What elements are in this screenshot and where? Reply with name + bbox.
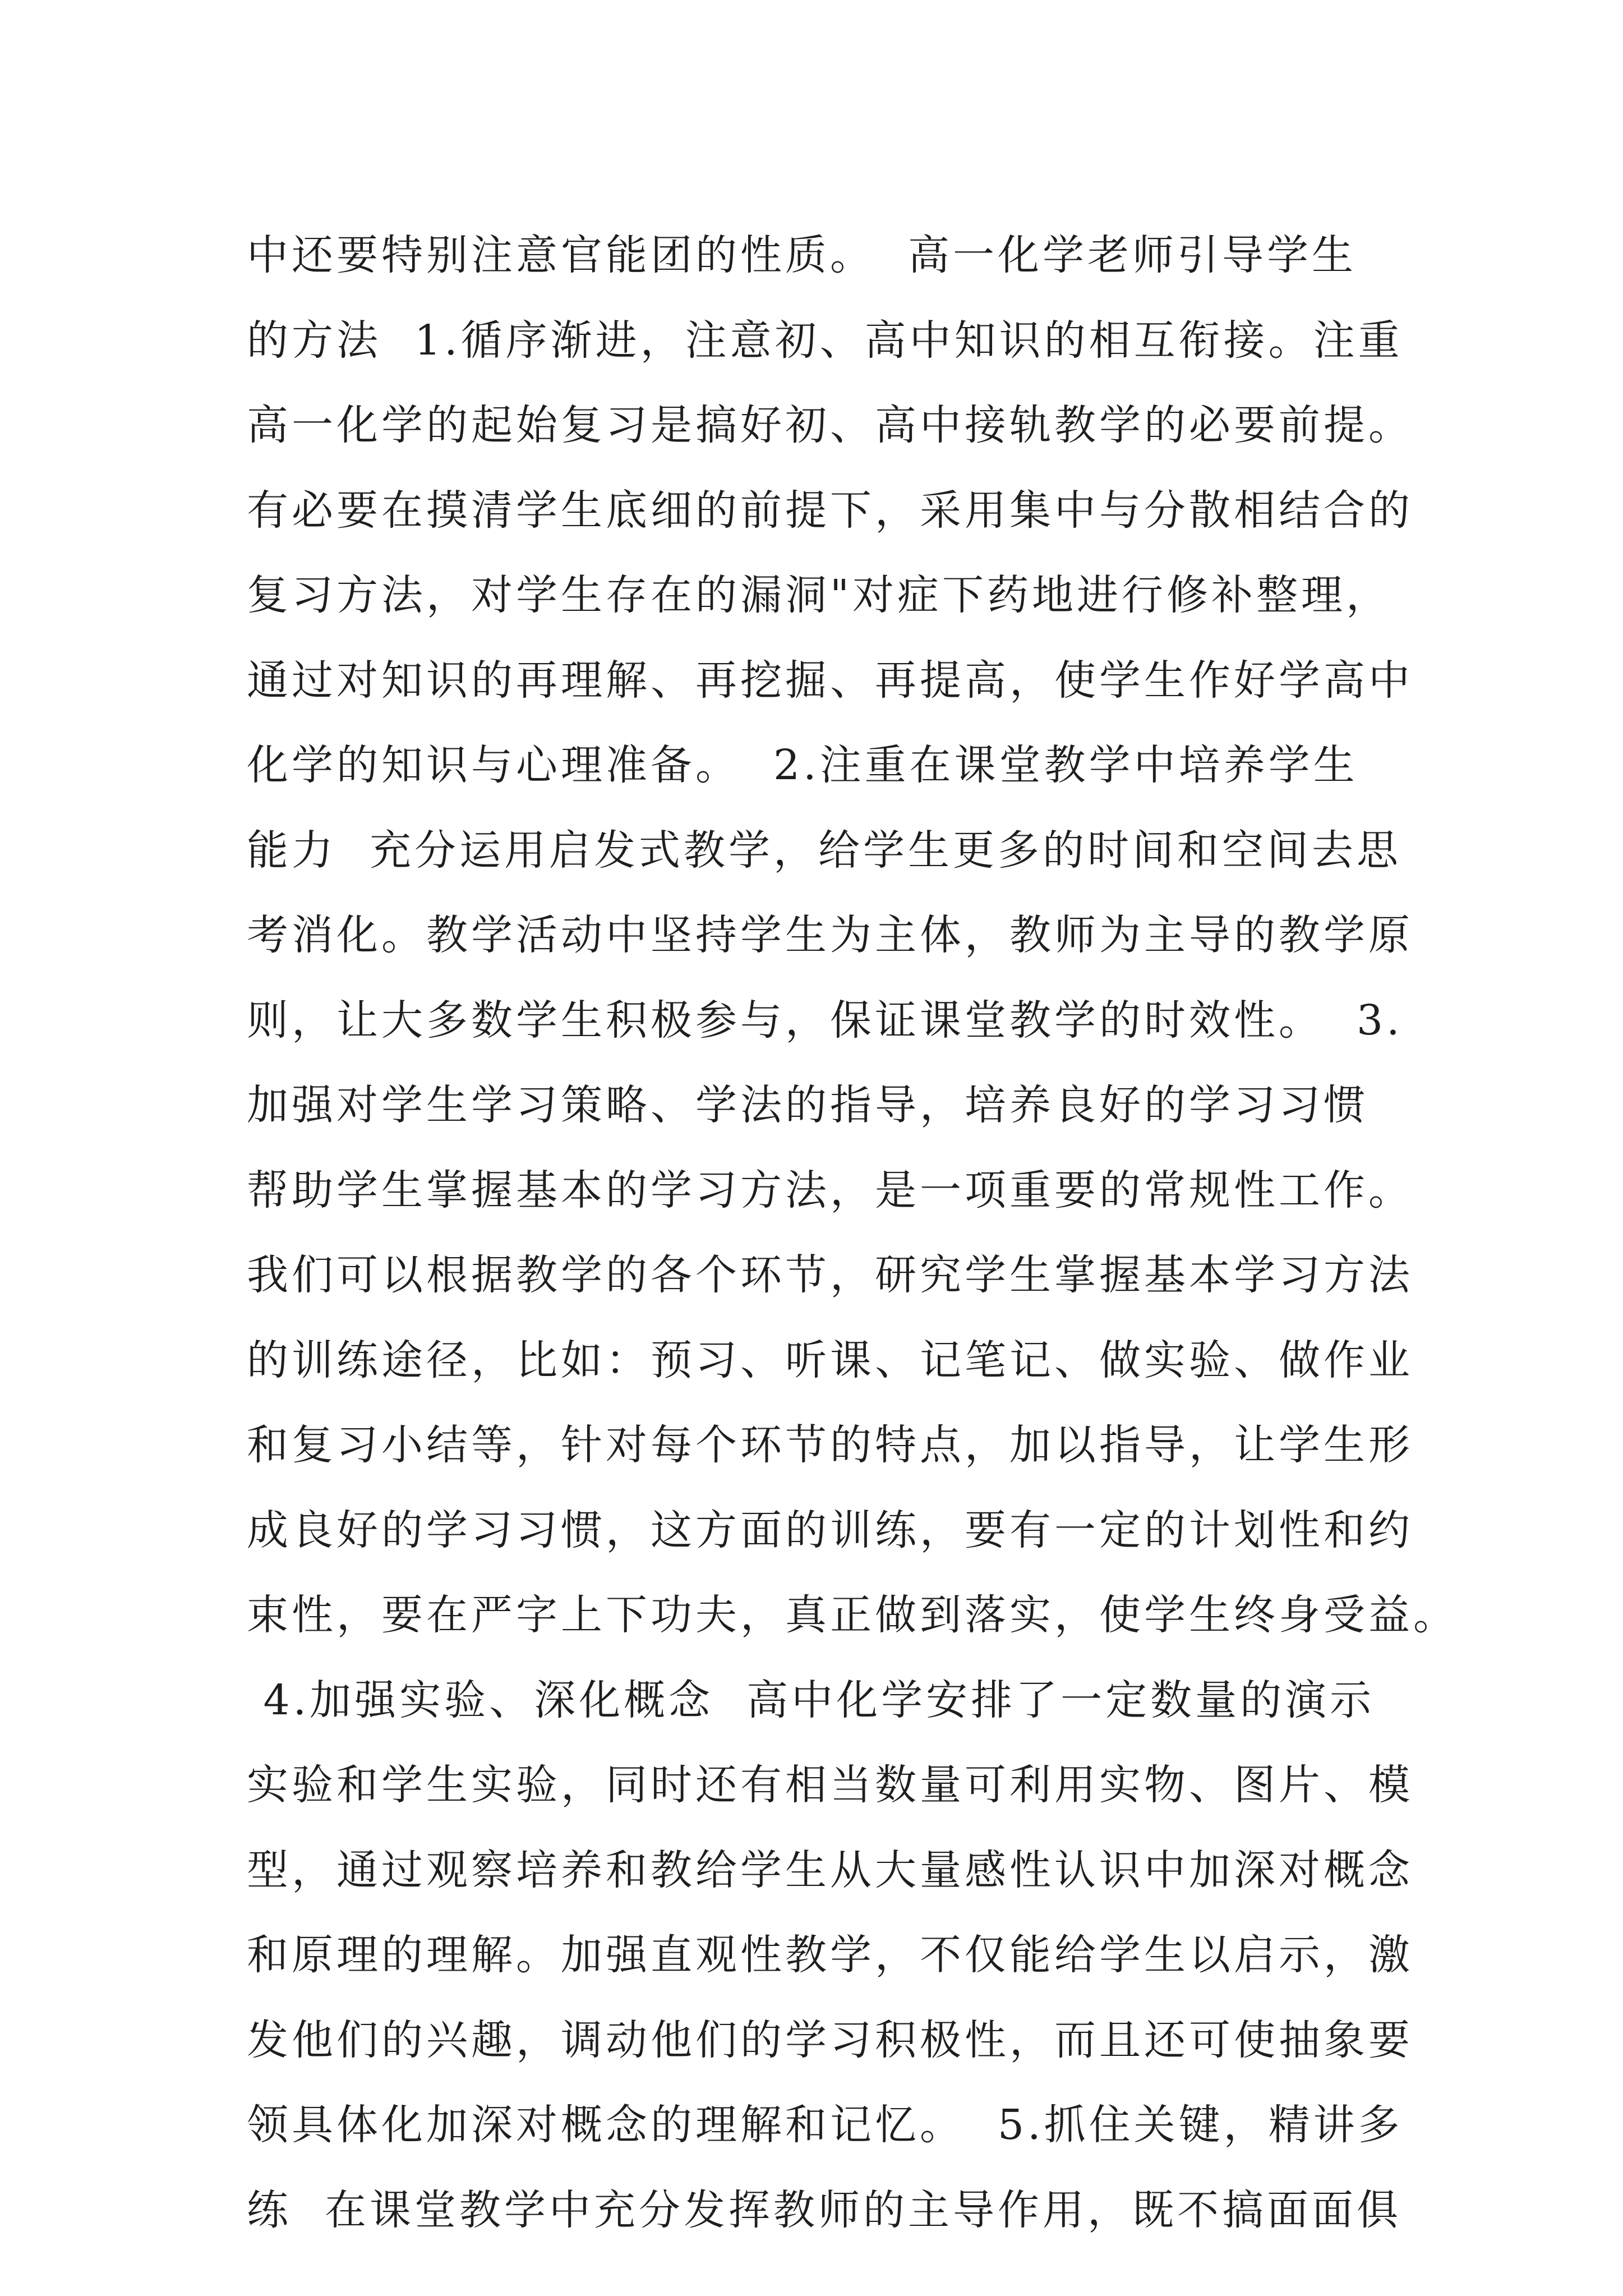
text-line: 加强对学生学习策略、学法的指导，培养良好的学习习惯 [247,1081,1368,1129]
text-line: 我们可以根据教学的各个环节，研究学生掌握基本学习方法 [247,1251,1413,1299]
text-line: 通过对知识的再理解、再挖掘、再提高，使学生作好学高中 [247,656,1413,705]
text-line: 高一化学的起始复习是搞好初、高中接轨教学的必要前提。 [247,401,1413,449]
text-line: 实验和学生实验，同时还有相当数量可利用实物、图片、模 [247,1761,1413,1809]
text-line: 考消化。教学活动中坚持学生为主体，教师为主导的教学原 [247,911,1413,959]
text-line: 的训练途径，比如：预习、听课、记笔记、做实验、做作业 [247,1336,1413,1384]
text-line: 和原理的理解。加强直观性教学，不仅能给学生以启示，激 [247,1931,1413,1979]
text-line: 成良好的学习习惯，这方面的训练，要有一定的计划性和约 [247,1506,1413,1554]
text-line: 发他们的兴趣，调动他们的学习积极性，而且还可使抽象要 [247,2016,1413,2064]
text-line: 4.加强实验、深化概念 高中化学安排了一定数量的演示 [247,1676,1375,1724]
text-line: 有必要在摸清学生底细的前提下，采用集中与分散相结合的 [247,486,1413,535]
text-line: 帮助学生掌握基本的学习方法，是一项重要的常规性工作。 [247,1166,1413,1214]
text-line: 中还要特别注意官能团的性质。 高一化学老师引导学生 [247,231,1357,279]
text-line: 型，通过观察培养和教给学生从大量感性认识中加深对概念 [247,1846,1413,1894]
text-line: 则，让大多数学生积极参与，保证课堂教学的时效性。 3. [247,996,1403,1045]
body-text [247,213,1458,2253]
text-line: 练 在课堂教学中充分发挥教师的主导作用，既不搞面面俱 [247,2185,1402,2234]
text-line: 化学的知识与心理准备。 2.注重在课堂教学中培养学生 [247,741,1358,789]
text-line: 能力 充分运用启发式教学，给学生更多的时间和空间去思 [247,826,1402,875]
text-line: 的方法 1.循序渐进，注意初、高中知识的相互衔接。注重 [247,316,1403,365]
text-line: 和复习小结等，针对每个环节的特点，加以指导，让学生形 [247,1421,1413,1469]
text-line: 复习方法，对学生存在的漏洞"对症下药地进行修补整理， [247,571,1391,619]
text-line: 束性，要在严字上下功夫，真正做到落实，使学生终身受益。 [247,1591,1458,1639]
text-line: 领具体化加深对概念的理解和记忆。 5.抓住关键，精讲多 [247,2101,1403,2149]
